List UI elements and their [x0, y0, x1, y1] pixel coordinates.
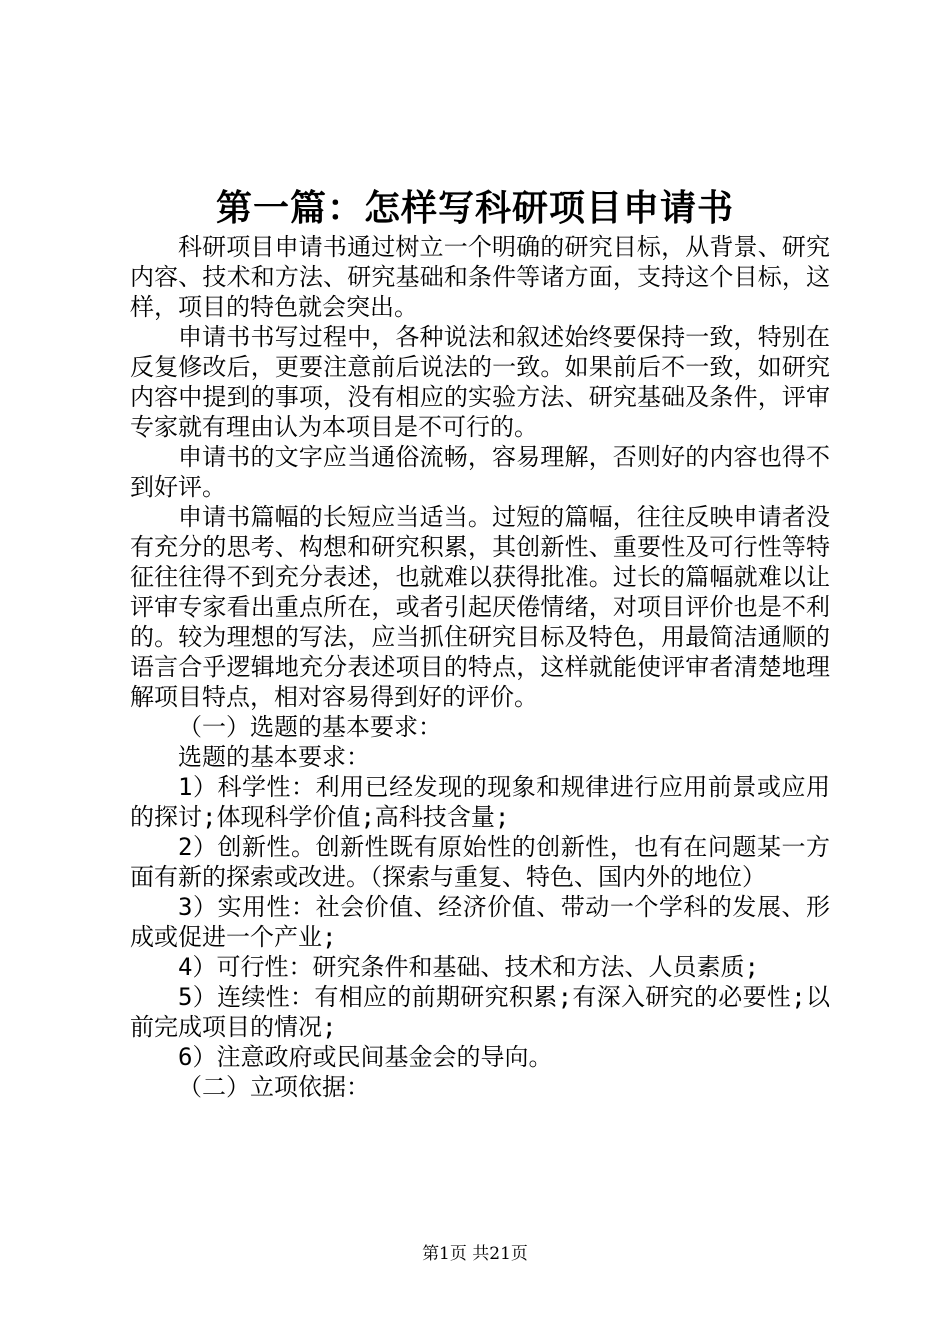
paragraph-consistency: 申请书书写过程中，各种说法和叙述始终要保持一致，特别在反复修改后，更要注意前后说法的一致。如果前后不一致，如研究内容中提到的事项，没有相应的实验方法、研究基础及条件，评审专家就有理由认为本项目是不可行的。	[130, 323, 830, 441]
list-item-practicality: 3）实用性：社会价值、经济价值、带动一个学科的发展、形成或促进一个产业;	[130, 893, 830, 951]
document-title: 第一篇：怎样写科研项目申请书	[215, 187, 734, 229]
section-heading-basis: （二）立项依据：	[178, 1073, 370, 1101]
list-item-feasibility: 4）可行性：研究条件和基础、技术和方法、人员素质;	[178, 953, 759, 981]
paragraph-intro: 科研项目申请书通过树立一个明确的研究目标，从背景、研究内容、技术和方法、研究基础和条件等诸方面，支持这个目标，这样，项目的特色就会突出。	[130, 233, 830, 321]
page-number-footer: 第1页 共21页	[422, 1244, 528, 1264]
paragraph-topic-requirements: 选题的基本要求：	[178, 743, 370, 771]
document-body	[130, 232, 830, 1102]
paragraph-readability: 申请书的文字应当通俗流畅，容易理解，否则好的内容也得不到好评。	[130, 443, 830, 501]
list-item-scientific: 1）科学性：利用已经发现的现象和规律进行应用前景或应用的探讨;体现科学价值;高科技含量;	[130, 773, 830, 831]
list-item-innovation: 2）创新性。创新性既有原始性的创新性，也有在问题某一方面有新的探索或改进。（探索与重复、特色、国内外的地位）	[130, 833, 830, 891]
paragraph-length: 申请书篇幅的长短应当适当。过短的篇幅，往往反映申请者没有充分的思考、构想和研究积累，其创新性、重要性及可行性等特征往往得不到充分表述，也就难以获得批准。过长的篇幅就难以让评审专家看出重点所在，或者引起厌倦情绪，对项目评价也是不利的。较为理想的写法，应当抓住研究目标及特色，用最简洁通顺的语言合乎逻辑地充分表述项目的特点，这样就能使评审者清楚地理解项目特点，相对容易得到好的评价。	[130, 503, 830, 711]
list-item-orientation: 6）注意政府或民间基金会的导向。	[178, 1043, 553, 1071]
list-item-continuity: 5）连续性：有相应的前期研究积累;有深入研究的必要性;以前完成项目的情况;	[130, 983, 830, 1041]
section-heading-topic: （一）选题的基本要求：	[178, 713, 442, 741]
